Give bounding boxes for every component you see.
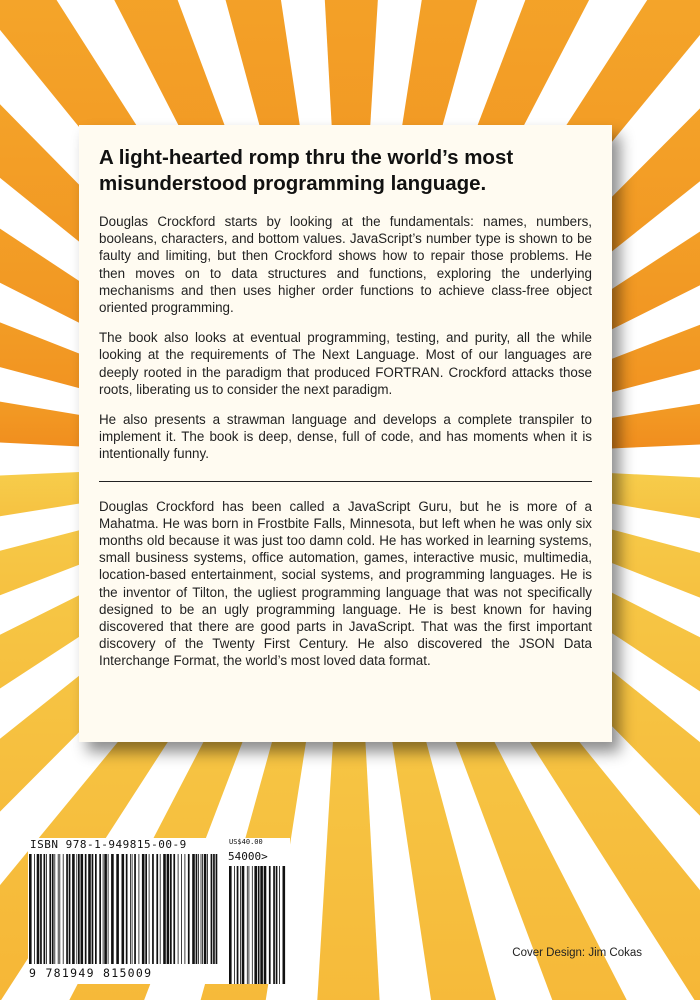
price-addon-code: 54000>	[228, 850, 268, 863]
barcode-bar	[192, 854, 195, 964]
barcode-bar	[249, 866, 250, 984]
barcode-bar	[167, 854, 170, 964]
price-label: US$40.00	[229, 838, 263, 846]
barcode-bar	[130, 854, 131, 964]
barcode-bar	[92, 854, 94, 964]
barcode-bar	[81, 854, 84, 964]
barcode-bar	[76, 854, 77, 964]
barcode-bar	[29, 854, 32, 964]
barcode-bar	[116, 854, 119, 964]
barcode-bar	[258, 866, 260, 984]
barcode-digits: 9 781949 815009	[29, 966, 153, 980]
description-paragraph-1: Douglas Crockford starts by looking at the fundamentals: names, numbers, booleans, characters, and bottom values. JavaScript’s number type is shown to be faulty and limiting, but then Crockford shows how to repair those problems. He then moves on to data structures and functions, exploring the underlying mechanisms and then uses higher order functions to achieve class-free object oriented programming.	[99, 214, 592, 316]
barcode-bar	[178, 854, 179, 964]
barcode-bar	[104, 854, 107, 964]
barcode-bar	[142, 854, 145, 964]
barcode-bar	[237, 866, 239, 984]
barcode-bar	[254, 866, 257, 984]
barcode-bar	[188, 854, 190, 964]
barcode-bar	[139, 854, 140, 964]
barcode-bar	[85, 854, 87, 964]
barcode-bar	[103, 854, 104, 964]
barcode-bar	[78, 854, 80, 964]
author-bio: Douglas Crockford has been called a JavaScript Guru, but he is more of a Mahatma. He was born in Frostbite Falls, Minnesota, but left when he was only six months old because it was just too damn cold. He has worked in learning systems, small business systems, office automation, games, interactive music, multimedia, location-based entertainment, social systems, and programming languages. He is the inventor of Tilton, the ugliest programming language that was not specifically designed to be an ugly programming language. He is best known for having discovered that there are good parts in JavaScript. That was the first important discovery of the Twenty First Century. He also discovered the JSON Data Interchange Format, the world’s most loved data format.	[99, 498, 592, 669]
barcode-bar	[34, 854, 35, 964]
barcode-bar	[279, 866, 280, 984]
barcode-bar	[247, 866, 248, 984]
barcode-bar	[37, 854, 40, 964]
barcode-bar	[59, 854, 60, 964]
barcode-bar	[173, 854, 175, 964]
barcode-bar	[63, 854, 64, 964]
barcode-bar	[52, 854, 54, 964]
barcode-bar	[88, 854, 91, 964]
barcode-bar	[201, 854, 202, 964]
barcode-bar	[145, 854, 147, 964]
barcode-bar	[234, 866, 235, 984]
barcode-bar	[242, 866, 245, 984]
barcode-bar	[181, 854, 182, 964]
barcode-bar	[202, 854, 203, 964]
barcode-bar	[170, 854, 172, 964]
barcode-bar	[160, 854, 161, 964]
barcode-bar	[46, 854, 47, 964]
barcode-bar	[134, 854, 136, 964]
barcode-bar	[156, 854, 158, 964]
barcode-bar	[126, 854, 128, 964]
barcode-bar	[72, 854, 75, 964]
barcode-bar	[99, 854, 101, 964]
barcode-bar	[132, 854, 133, 964]
barcode-bar	[211, 854, 213, 964]
barcode-bar	[269, 866, 271, 984]
description-panel	[79, 125, 612, 742]
barcode-bar	[163, 854, 166, 964]
barcode-bar	[204, 854, 207, 964]
barcode-bar	[49, 854, 51, 964]
barcode-bar	[240, 866, 241, 984]
barcode-bar	[152, 854, 154, 964]
cover-design-credit: Cover Design: Jim Cokas	[512, 947, 642, 959]
barcode-bar	[40, 854, 42, 964]
barcode-bar	[108, 854, 109, 964]
barcode-bar	[207, 854, 208, 964]
isbn-barcode	[28, 854, 218, 964]
barcode-bar	[276, 866, 278, 984]
divider	[99, 481, 592, 482]
barcode-bar	[213, 854, 215, 964]
barcode-bar	[283, 866, 286, 984]
barcode-bar	[252, 866, 253, 984]
barcode-bar	[54, 854, 55, 964]
barcode-bar	[58, 854, 59, 964]
barcode-bar	[95, 854, 97, 964]
barcode-bar	[122, 854, 125, 964]
barcode-bar	[149, 854, 150, 964]
barcode-block	[28, 838, 290, 984]
barcode-bar	[44, 854, 46, 964]
isbn-number: ISBN 978-1-949815-00-9	[30, 838, 187, 851]
barcode-bar	[111, 854, 114, 964]
barcode-bar	[229, 866, 232, 984]
barcode-bar	[196, 854, 198, 964]
barcode-bar	[66, 854, 68, 964]
barcode-bar	[260, 866, 263, 984]
barcode-bar	[185, 854, 186, 964]
barcode-bar	[198, 854, 199, 964]
barcode-bar	[216, 854, 218, 964]
description-paragraph-3: He also presents a strawman language and develops a complete transpiler to implement it. The book is deep, dense, full of code, and has moments when it is intentionally funny.	[99, 412, 592, 462]
headline: A light-hearted romp thru the world’s most misunderstood programming language.	[99, 146, 514, 195]
barcode-bar	[273, 866, 275, 984]
barcode-bar	[264, 866, 267, 984]
description-paragraph-2: The book also looks at eventual programming, testing, and purity, all the while looking at the requirements of The Next Language. Most of our languages are deeply rooted in the paradigm that produced FORTRAN. Crockford attacks those roots, liberating us to consider the next paradigm.	[99, 330, 592, 397]
barcode-bar	[69, 854, 71, 964]
price-barcode	[228, 866, 286, 984]
